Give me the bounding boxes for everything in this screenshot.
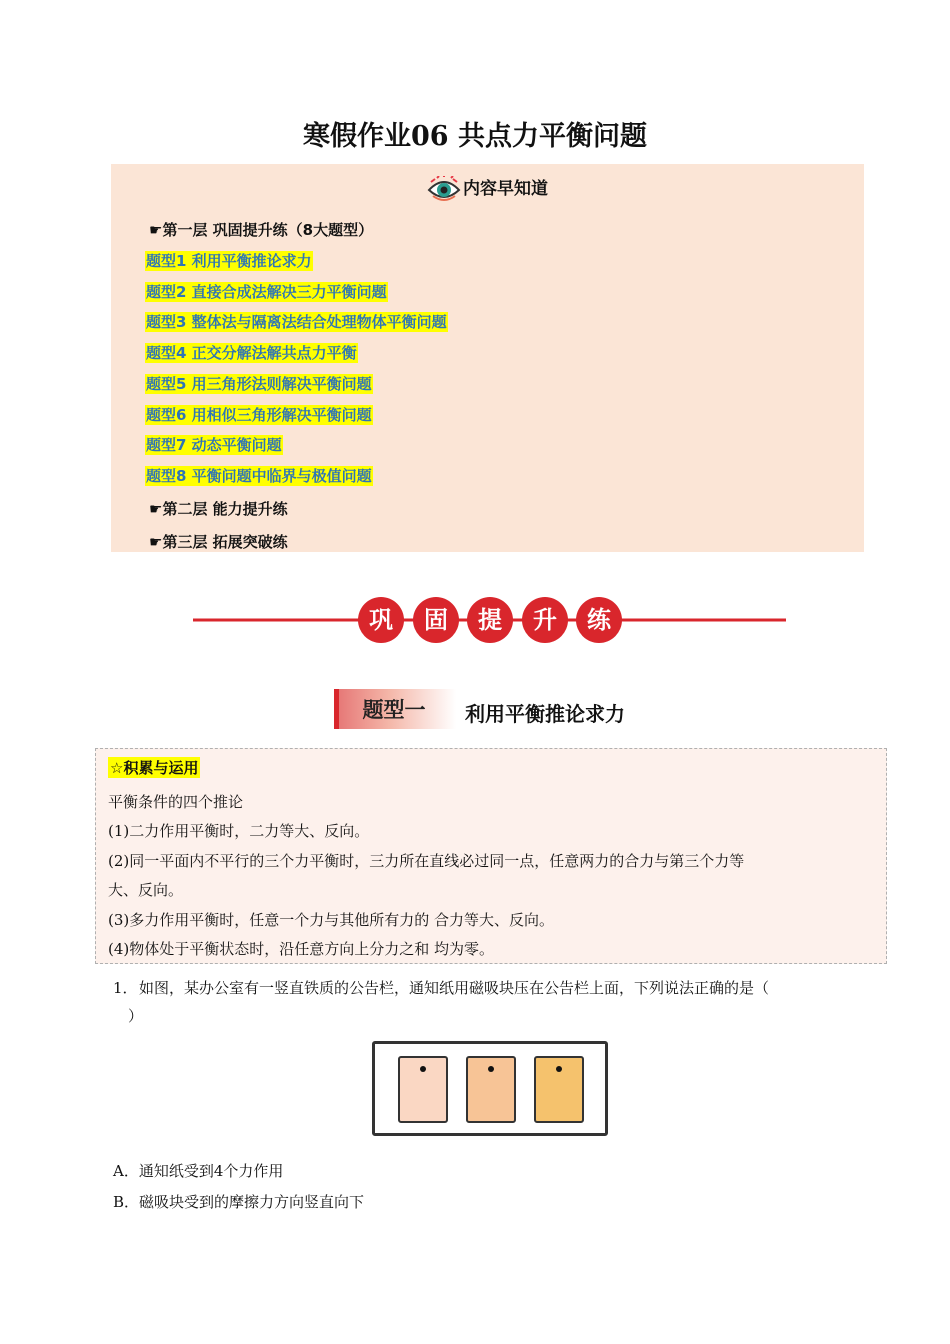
option-a[interactable]: A．通知纸受到4个力作用 [113,1162,284,1180]
question-paren: ） [128,1007,144,1025]
toc-layer-2[interactable]: ☛第二层 能力提升练 [149,500,288,518]
page-title: 寒假作业06 共点力平衡问题 [303,121,647,152]
section-tag-text: 题型一 [362,698,426,722]
bulletin-board-drawing [375,1044,605,1133]
toc-panel [111,164,864,552]
toc-type-4[interactable]: 题型4 正交分解法解共点力平衡 [146,344,357,362]
knowledge-line: 平衡条件的四个推论 [108,793,244,811]
notice-paper-2 [467,1057,515,1122]
section-tag [334,689,456,729]
toc-type-5[interactable]: 题型5 用三角形法则解决平衡问题 [146,375,372,393]
toc-type-3[interactable]: 题型3 整体法与隔离法结合处理物体平衡问题 [146,313,447,331]
toc-layer-3[interactable]: ☛第三层 拓展突破练 [149,533,288,551]
knowledge-line: (3)多力作用平衡时，任意一个力与其他所有力的 合力等大、反向。 [108,911,555,929]
toc-type-1[interactable]: 题型1 利用平衡推论求力 [146,252,312,270]
question-text: 如图，某办公室有一竖直铁质的公告栏，通知纸用磁吸块压在公告栏上面，下列说法正确的是（ [139,979,770,997]
knowledge-line: 大、反向。 [108,881,184,899]
toc-heading-text: 内容早知道 [463,179,548,199]
svg-text:巩: 巩 [369,606,393,634]
knowledge-line: (1)二力作用平衡时，二力等大、反向。 [108,822,370,840]
option-b[interactable]: B．磁吸块受到的摩擦力方向竖直向下 [113,1193,365,1211]
eye-icon [427,176,461,202]
knowledge-label: ☆积累与运用 [110,759,199,777]
notice-paper-1 [399,1057,447,1122]
banner-char-2 [413,597,459,643]
svg-text:练: 练 [587,606,611,634]
knowledge-line: (2)同一平面内不平行的三个力平衡时，三力所在直线必过同一点，任意两力的合力与第三个力等 [108,852,745,870]
svg-text:固: 固 [424,606,448,634]
toc-type-8[interactable]: 题型8 平衡问题中临界与极值问题 [146,467,372,485]
section-banner [193,597,786,647]
bulletin-board-figure [372,1041,608,1136]
notice-paper-3 [535,1057,583,1122]
toc-layer-1[interactable]: ☛第一层 巩固提升练（8大题型） [149,221,374,239]
banner-char-4 [522,597,568,643]
svg-text:升: 升 [533,606,557,634]
svg-text:提: 提 [478,606,502,634]
question-number: 1． [113,979,138,997]
section-title: 利用平衡推论求力 [465,702,625,726]
banner-char-5 [576,597,622,643]
banner-char-3 [467,597,513,643]
banner-char-1 [358,597,404,643]
knowledge-box [95,748,887,964]
toc-heading [111,174,864,202]
toc-type-6[interactable]: 题型6 用相似三角形解决平衡问题 [146,406,372,424]
toc-type-7[interactable]: 题型7 动态平衡问题 [146,436,282,454]
knowledge-line: (4)物体处于平衡状态时，沿任意方向上分力之和 均为零。 [108,940,495,958]
toc-type-2[interactable]: 题型2 直接合成法解决三力平衡问题 [146,283,387,301]
